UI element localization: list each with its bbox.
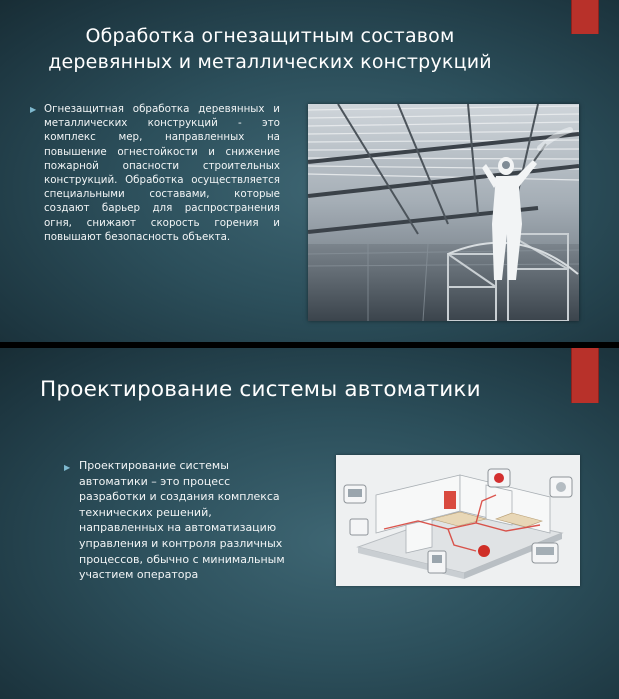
worker-spraying-ceiling-photo: [308, 104, 579, 321]
accent-bar: [571, 0, 599, 34]
triangle-bullet-icon: ▶: [30, 105, 37, 114]
title-line-1: Обработка огнезащитным составом: [85, 25, 455, 47]
bullet-text: Огнезащитная обработка деревянных и металлических конструкций - это комплекс мер, направленных на повышение огнестойкости и снижение пожарной опасности строительных конструкций. Обработка осуществляется специальными составами, которые создают барьер для распространения огня, снижают скорость горения и повышают безопасность объекта.: [44, 103, 280, 243]
bullet-text: Проектирование системы автоматики – это процесс разработки и создания комплекса технических решений, направленных на автоматизацию управления и контроля различных процессов, обычно с минимальным участием оператора: [79, 459, 285, 582]
title-line-2: деревянных и металлических конструкций: [48, 51, 492, 73]
slide-fire-protection: [0, 0, 619, 342]
triangle-bullet-icon: ▶: [64, 463, 71, 472]
bullet-item: [30, 102, 280, 244]
building-automation-floorplan: [336, 455, 580, 586]
slide-automation-design: [0, 348, 619, 699]
accent-bar: [571, 348, 599, 403]
slide-title: Проектирование системы автоматики: [40, 377, 481, 402]
bullet-item: [64, 458, 294, 583]
slide-title: [20, 23, 520, 75]
